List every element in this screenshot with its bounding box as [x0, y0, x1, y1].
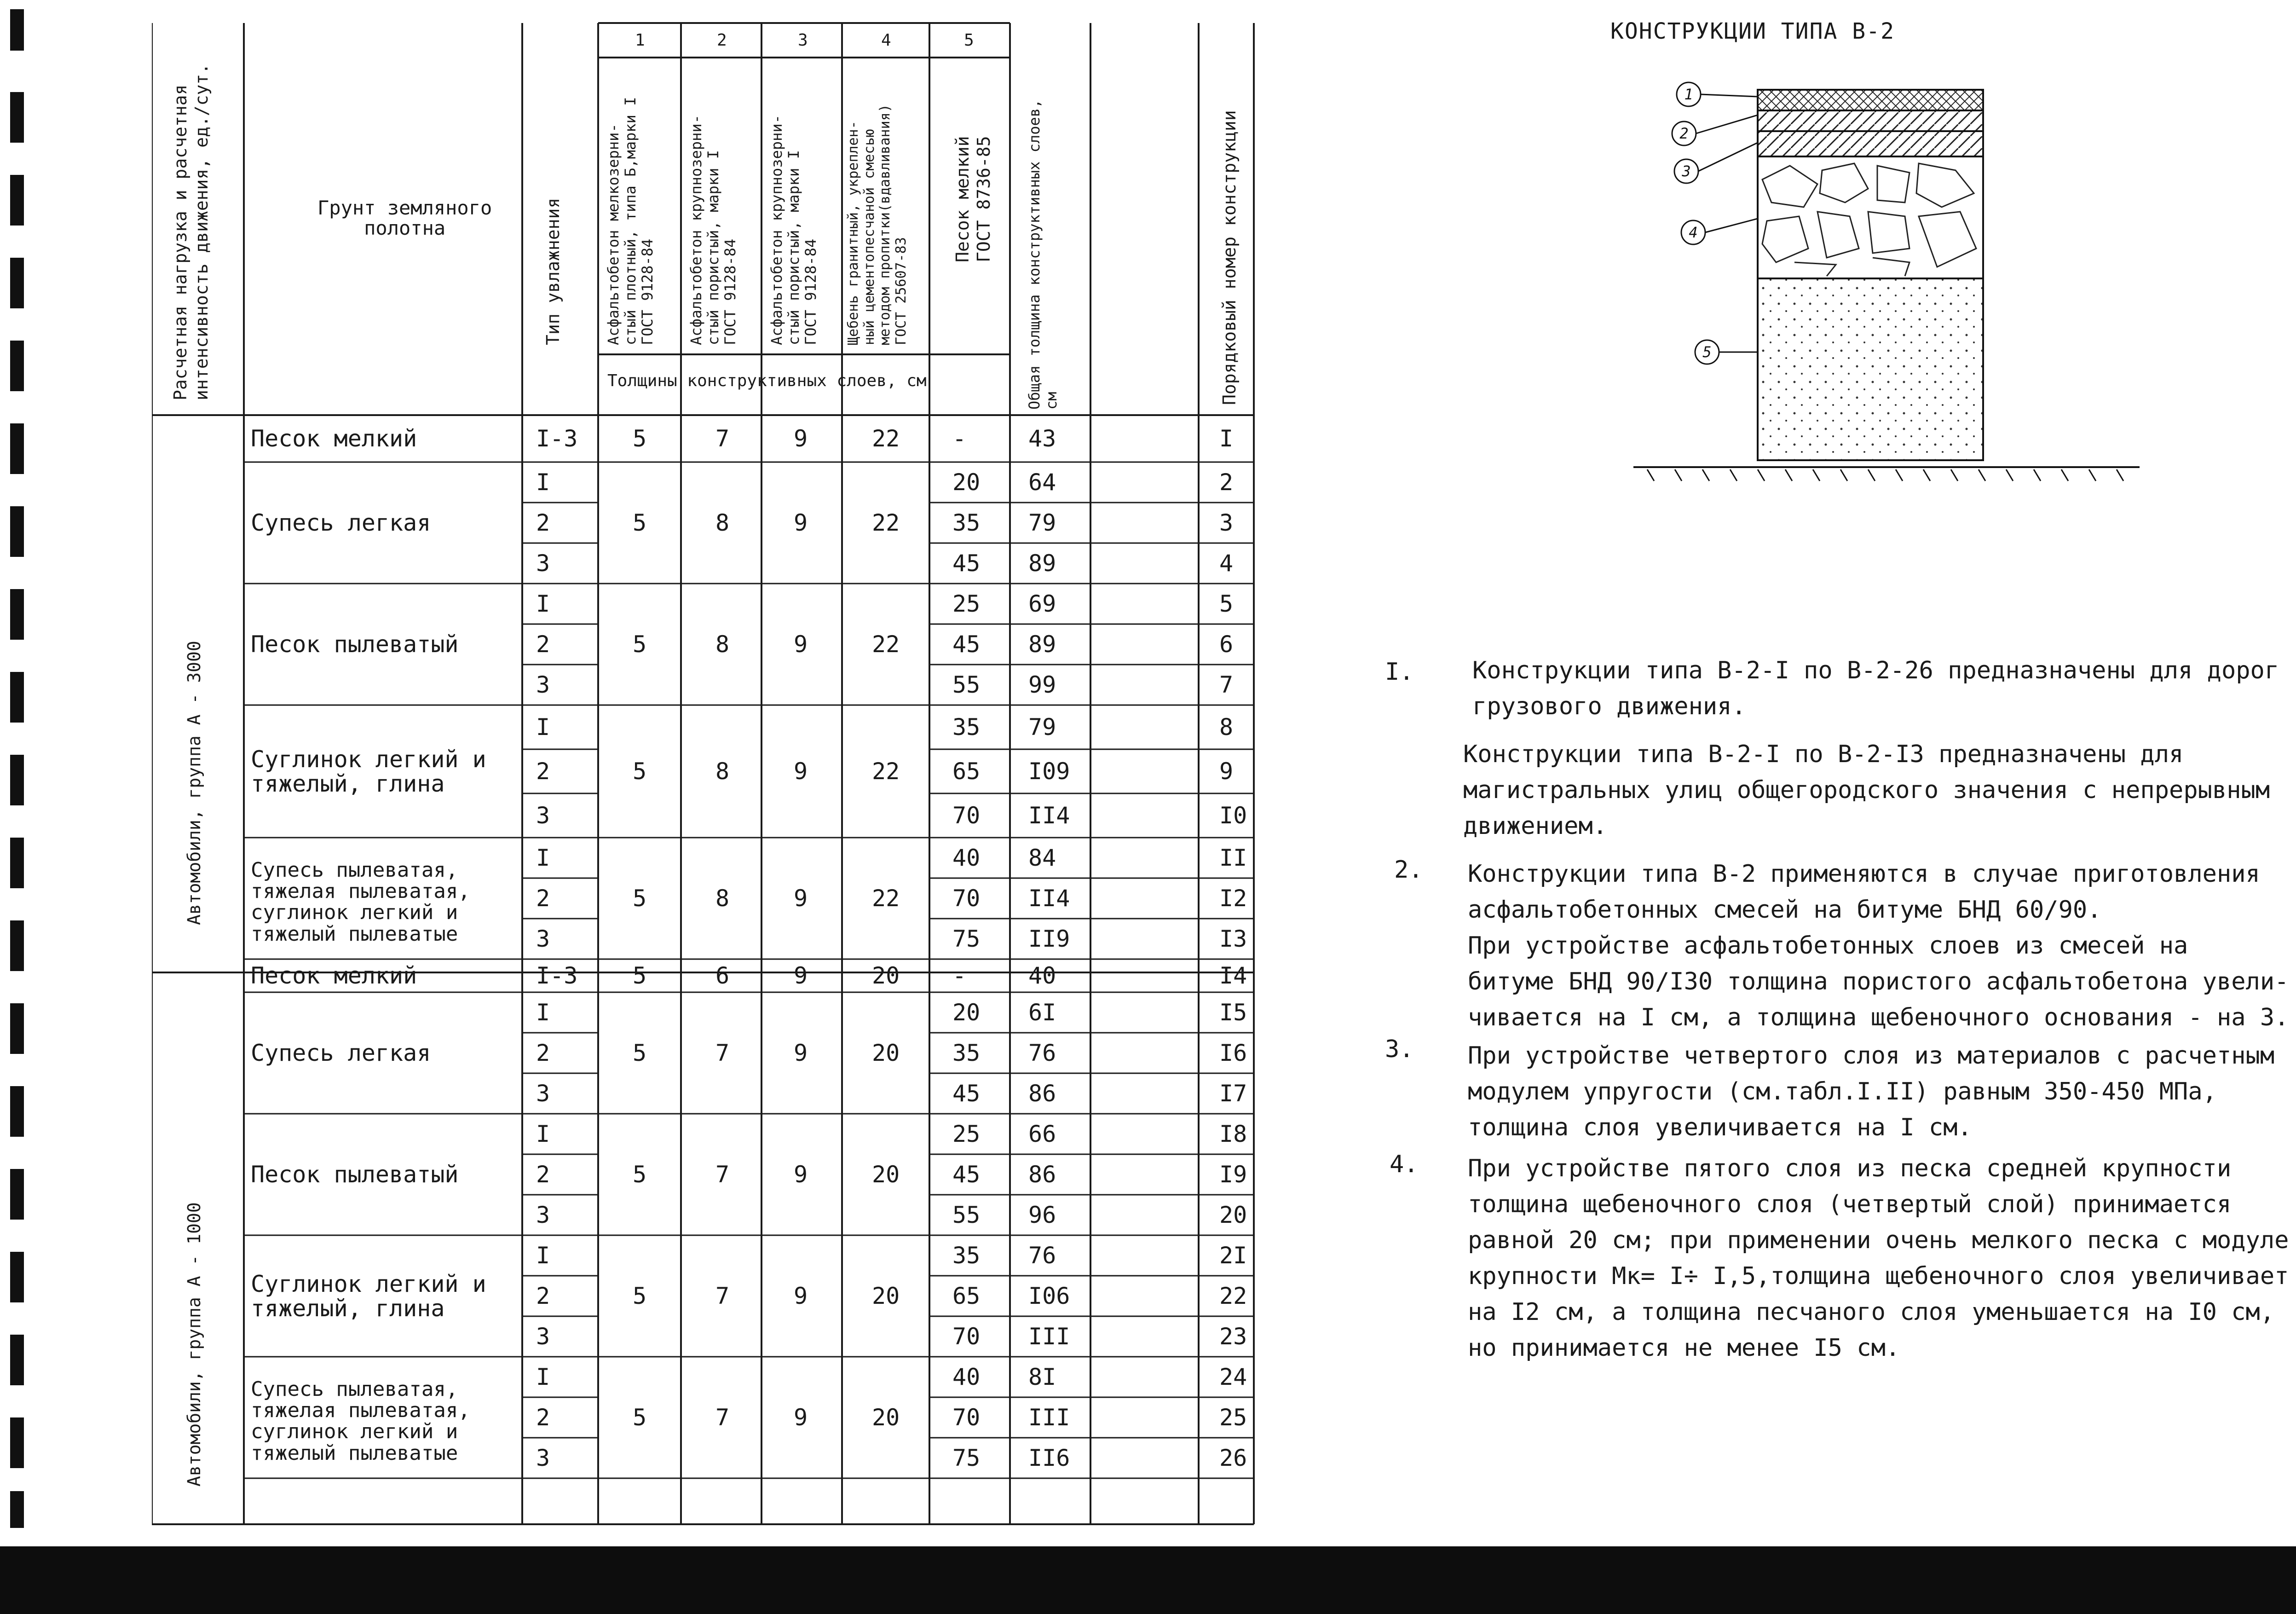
sand-thickness-cell: 45 [952, 631, 981, 658]
total-thickness-cell: 64 [1028, 469, 1056, 496]
moisture-type-cell: I [536, 999, 550, 1026]
layer-3-thickness: 9 [794, 631, 808, 658]
layer-2-thickness: 8 [715, 885, 730, 912]
construction-number-cell: I3 [1219, 926, 1247, 952]
layer-3-thickness: 9 [794, 1040, 808, 1066]
construction-number-cell: 8 [1219, 714, 1234, 740]
construction-number-cell: I2 [1219, 885, 1247, 912]
marker-3: 3 [1682, 162, 1691, 180]
note-3-number: 3. [1385, 1036, 1414, 1063]
sand-thickness-cell: 45 [952, 550, 981, 577]
layer-4-thickness: 20 [872, 1404, 900, 1431]
moisture-type-cell: 3 [536, 1080, 550, 1107]
sand-thickness-cell: - [952, 962, 967, 989]
layer-1-thickness: 5 [633, 509, 647, 536]
layer-4-thickness: 22 [872, 425, 900, 452]
header-layer-3: Асфальтобетон крупнозерни- стый пористый, марки I ГОСТ 9128-84 [768, 115, 819, 345]
construction-number-cell: I6 [1219, 1040, 1247, 1066]
total-thickness-cell: 86 [1028, 1080, 1056, 1107]
layer-1-thickness: 5 [633, 1040, 647, 1066]
layer-4-thickness: 22 [872, 509, 900, 536]
construction-number-cell: 2I [1219, 1242, 1247, 1269]
construction-number-cell: 6 [1219, 631, 1234, 658]
total-thickness-cell: III [1028, 1323, 1070, 1350]
moisture-type-cell: 2 [536, 1404, 550, 1431]
moisture-type-cell: 3 [536, 550, 550, 577]
layer-num-2: 2 [717, 31, 727, 50]
total-thickness-cell: 40 [1028, 962, 1056, 989]
sand-thickness-cell: 20 [952, 999, 981, 1026]
soil-name-cell: Суглинок легкий и тяжелый, глина [251, 746, 486, 797]
layer-3-thickness: 9 [794, 1404, 808, 1431]
group-label-1: Автомобили, группа А - 3000 [184, 641, 204, 925]
soil-name-cell: Песок мелкий [251, 962, 417, 989]
sand-thickness-cell: 20 [952, 469, 981, 496]
layer-2-thickness: 7 [715, 1161, 730, 1188]
marker-5: 5 [1702, 343, 1712, 361]
layer-3-thickness: 9 [794, 758, 808, 785]
sand-thickness-cell: 45 [952, 1161, 981, 1188]
layer-1-thickness: 5 [633, 885, 647, 912]
sand-thickness-cell: 35 [952, 509, 981, 536]
total-thickness-cell: II9 [1028, 926, 1070, 952]
marker-2: 2 [1679, 125, 1689, 142]
total-thickness-cell: 79 [1028, 509, 1056, 536]
construction-number-cell: 22 [1219, 1283, 1247, 1309]
construction-number-cell: 26 [1219, 1445, 1247, 1471]
moisture-type-cell: 2 [536, 1161, 550, 1188]
layer-1-thickness: 5 [633, 1283, 647, 1309]
layer-1-thickness: 5 [633, 962, 647, 989]
layer-4-thickness: 22 [872, 758, 900, 785]
header-moisture: Тип увлажнения [543, 197, 563, 345]
moisture-type-cell: I-3 [536, 425, 578, 452]
soil-name-cell: Супесь легкая [251, 1040, 431, 1066]
note-1b-text: Конструкции типа В-2-I по В-2-I3 предназначены для магистральных улиц общегородского значения с непрерывным движением. [1463, 740, 2270, 840]
soil-name-cell: Песок пылеватый [251, 631, 459, 658]
sand-thickness-cell: 45 [952, 1080, 981, 1107]
header-thickness-caption: Толщины конструктивных слоев, см [607, 371, 927, 390]
construction-number-cell: 2 [1219, 469, 1234, 496]
marker-1: 1 [1684, 86, 1693, 103]
moisture-type-cell: 3 [536, 926, 550, 952]
sand-thickness-cell: 25 [952, 1121, 981, 1147]
construction-number-cell: 9 [1219, 758, 1234, 785]
moisture-type-cell: I [536, 469, 550, 496]
sand-thickness-cell: 70 [952, 1404, 981, 1431]
construction-number-cell: 7 [1219, 671, 1234, 698]
construction-number-cell: II [1219, 845, 1247, 871]
header-layer-5: Песок мелкий ГОСТ 8736-85 [952, 136, 994, 262]
layer-2-thickness: 6 [715, 962, 730, 989]
moisture-type-cell: I [536, 845, 550, 871]
note-1-number: I. [1385, 658, 1414, 686]
header-load: Расчетная нагрузка и расчетная интенсивность движения, ед./сут. [170, 63, 212, 400]
construction-number-cell: I [1219, 425, 1234, 452]
layer-3-thickness: 9 [794, 885, 808, 912]
layer-num-4: 4 [881, 31, 891, 50]
layer-4-thickness: 22 [872, 885, 900, 912]
moisture-type-cell: 3 [536, 671, 550, 698]
sand-thickness-cell: 55 [952, 1202, 981, 1228]
moisture-type-cell: 2 [536, 1040, 550, 1066]
total-thickness-cell: 76 [1028, 1040, 1056, 1066]
total-thickness-cell: 69 [1028, 590, 1056, 617]
total-thickness-cell: I06 [1028, 1283, 1070, 1309]
header-soil: Грунт земляного полотна [317, 197, 492, 240]
construction-number-cell: 23 [1219, 1323, 1247, 1350]
note-4-number: 4. [1390, 1151, 1419, 1178]
sand-thickness-cell: 35 [952, 714, 981, 740]
header-total: Общая толщина конструктивных слоев, см [1026, 99, 1060, 410]
sand-thickness-cell: 70 [952, 1323, 981, 1350]
total-thickness-cell: III [1028, 1404, 1070, 1431]
sand-thickness-cell: 65 [952, 1283, 981, 1309]
layer-num-1: 1 [635, 31, 645, 50]
sand-thickness-cell: - [952, 425, 967, 452]
layer-5-rect [1758, 278, 1983, 460]
layer-1-thickness: 5 [633, 1161, 647, 1188]
construction-number-cell: 25 [1219, 1404, 1247, 1431]
total-thickness-cell: 96 [1028, 1202, 1056, 1228]
layer-4-thickness: 20 [872, 1283, 900, 1309]
total-thickness-cell: II4 [1028, 802, 1070, 829]
total-thickness-cell: 79 [1028, 714, 1056, 740]
total-thickness-cell: 89 [1028, 631, 1056, 658]
total-thickness-cell: 99 [1028, 671, 1056, 698]
soil-name-cell: Песок пылеватый [251, 1161, 459, 1188]
layer-2-thickness: 8 [715, 631, 730, 658]
layer-4-thickness: 22 [872, 631, 900, 658]
layer-num-5: 5 [964, 31, 974, 50]
binding-margin [0, 0, 64, 1528]
total-thickness-cell: 76 [1028, 1242, 1056, 1269]
header-layer-2: Асфальтобетон крупнозерни- стый пористый, марки I ГОСТ 9128-84 [687, 115, 739, 345]
layer-1-thickness: 5 [633, 1404, 647, 1431]
marker-4: 4 [1689, 224, 1698, 241]
layer-2-thickness: 8 [715, 758, 730, 785]
construction-number-cell: 3 [1219, 509, 1234, 536]
header-layer-4: Щебень гранитный, укреплен- ный цементопесчаной смесью методом пропитки(вдавливания) ГОСТ 25607-83 [845, 104, 909, 345]
construction-number-cell: 20 [1219, 1202, 1247, 1228]
total-thickness-cell: 8I [1028, 1364, 1056, 1390]
layer-3-thickness: 9 [794, 1161, 808, 1188]
group-label-2: Автомобили, группа А - 1000 [184, 1202, 204, 1487]
layer-2-thickness: 7 [715, 425, 730, 452]
note-4-text: При устройстве пятого слоя из песка средней крупности толщина щебеночного слоя (четвертый слой) принимается равной 20 см; при применении очень мелкого песка с модуле крупности Мк= I÷ I,5,толщина щебеночного слоя увеличивает на I2 см, а толщина песчаного слоя уменьшается на I0 см, но принимается не менее I5 см. [1468, 1155, 2289, 1362]
layer-1-thickness: 5 [633, 758, 647, 785]
moisture-type-cell: 3 [536, 802, 550, 829]
moisture-type-cell: I [536, 590, 550, 617]
note-2-number: 2. [1394, 856, 1423, 884]
moisture-type-cell: 2 [536, 758, 550, 785]
sand-thickness-cell: 75 [952, 926, 981, 952]
layer-1-thickness: 5 [633, 425, 647, 452]
moisture-type-cell: 2 [536, 631, 550, 658]
layer-3-thickness: 9 [794, 509, 808, 536]
soil-name-cell: Супесь пылеватая, тяжелая пылеватая, суглинок легкий и тяжелый пылеватые [251, 1377, 470, 1465]
total-thickness-cell: II6 [1028, 1445, 1070, 1471]
sand-thickness-cell: 40 [952, 1364, 981, 1390]
header-order: Порядковый номер конструкции [1219, 110, 1240, 405]
construction-number-cell: 24 [1219, 1364, 1247, 1390]
total-thickness-cell: 43 [1028, 425, 1056, 452]
sand-thickness-cell: 35 [952, 1242, 981, 1269]
construction-number-cell: I8 [1219, 1121, 1247, 1147]
note-1-text: Конструкции типа В-2-I по В-2-26 предназначены для дорог грузового движения. [1472, 657, 2279, 720]
moisture-type-cell: 2 [536, 1283, 550, 1309]
total-thickness-cell: 6I [1028, 999, 1056, 1026]
total-thickness-cell: 89 [1028, 550, 1056, 577]
construction-number-cell: I4 [1219, 962, 1247, 989]
moisture-type-cell: I-3 [536, 962, 578, 989]
soil-name-cell: Супесь легкая [251, 509, 431, 536]
sand-thickness-cell: 75 [952, 1445, 981, 1471]
total-thickness-cell: 86 [1028, 1161, 1056, 1188]
layer-3-thickness: 9 [794, 962, 808, 989]
construction-number-cell: 5 [1219, 590, 1234, 617]
note-3-text: При устройстве четвертого слоя из материалов с расчетным модулем упругости (см.табл.I.II) равным 350-450 МПа, толщина слоя увеличивается на I см. [1468, 1042, 2275, 1141]
construction-number-cell: I7 [1219, 1080, 1247, 1107]
moisture-type-cell: 3 [536, 1323, 550, 1350]
soil-name-cell: Песок мелкий [251, 425, 417, 452]
moisture-type-cell: I [536, 714, 550, 740]
layer-1-rect [1758, 90, 1983, 110]
diagram-title: КОНСТРУКЦИИ ТИПА В-2 [1610, 18, 1895, 44]
layer-2-thickness: 7 [715, 1040, 730, 1066]
layer-diagram [1587, 64, 2186, 497]
scan-bottom-edge [0, 1546, 2296, 1614]
construction-number-cell: 4 [1219, 550, 1234, 577]
sand-thickness-cell: 40 [952, 845, 981, 871]
sand-thickness-cell: 70 [952, 802, 981, 829]
total-thickness-cell: II4 [1028, 885, 1070, 912]
layer-3-thickness: 9 [794, 425, 808, 452]
construction-number-cell: I0 [1219, 802, 1247, 829]
soil-name-cell: Суглинок легкий и тяжелый, глина [251, 1271, 486, 1322]
total-thickness-cell: 66 [1028, 1121, 1056, 1147]
layer-2-thickness: 7 [715, 1283, 730, 1309]
ground-hatch [1647, 469, 2123, 481]
sand-thickness-cell: 55 [952, 671, 981, 698]
layer-num-3: 3 [798, 31, 808, 50]
layer-3-rect [1758, 131, 1983, 156]
sand-thickness-cell: 25 [952, 590, 981, 617]
sand-thickness-cell: 70 [952, 885, 981, 912]
layer-2-rect [1758, 110, 1983, 131]
moisture-type-cell: 2 [536, 885, 550, 912]
layer-4-thickness: 20 [872, 962, 900, 989]
construction-number-cell: I5 [1219, 999, 1247, 1026]
layer-1-thickness: 5 [633, 631, 647, 658]
note-2-text: Конструкции типа В-2 применяются в случае приготовления асфальтобетонных смесей на битуме БНД 60/90. При устройстве асфальтобетонных слоев из смесей на битуме БНД 90/I30 толщина пористого асфальтобетона увели- чивается на I см, а толщина щебеночного основания - на 3. [1468, 860, 2289, 1031]
moisture-type-cell: I [536, 1242, 550, 1269]
sand-thickness-cell: 65 [952, 758, 981, 785]
layer-2-thickness: 8 [715, 509, 730, 536]
total-thickness-cell: I09 [1028, 758, 1070, 785]
moisture-type-cell: I [536, 1364, 550, 1390]
total-thickness-cell: 84 [1028, 845, 1056, 871]
moisture-type-cell: I [536, 1121, 550, 1147]
soil-name-cell: Супесь пылеватая, тяжелая пылеватая, суглинок легкий и тяжелый пылеватые [251, 858, 470, 946]
layer-4-thickness: 20 [872, 1161, 900, 1188]
moisture-type-cell: 3 [536, 1445, 550, 1471]
header-layer-1: Асфальтобетон мелкозерни- стый плотный, типа Б,марки I ГОСТ 9128-84 [605, 97, 656, 345]
layer-2-thickness: 7 [715, 1404, 730, 1431]
sand-thickness-cell: 35 [952, 1040, 981, 1066]
moisture-type-cell: 2 [536, 509, 550, 536]
layer-3-thickness: 9 [794, 1283, 808, 1309]
pavement-table [152, 14, 1256, 1528]
moisture-type-cell: 3 [536, 1202, 550, 1228]
layer-4-thickness: 20 [872, 1040, 900, 1066]
construction-number-cell: I9 [1219, 1161, 1247, 1188]
